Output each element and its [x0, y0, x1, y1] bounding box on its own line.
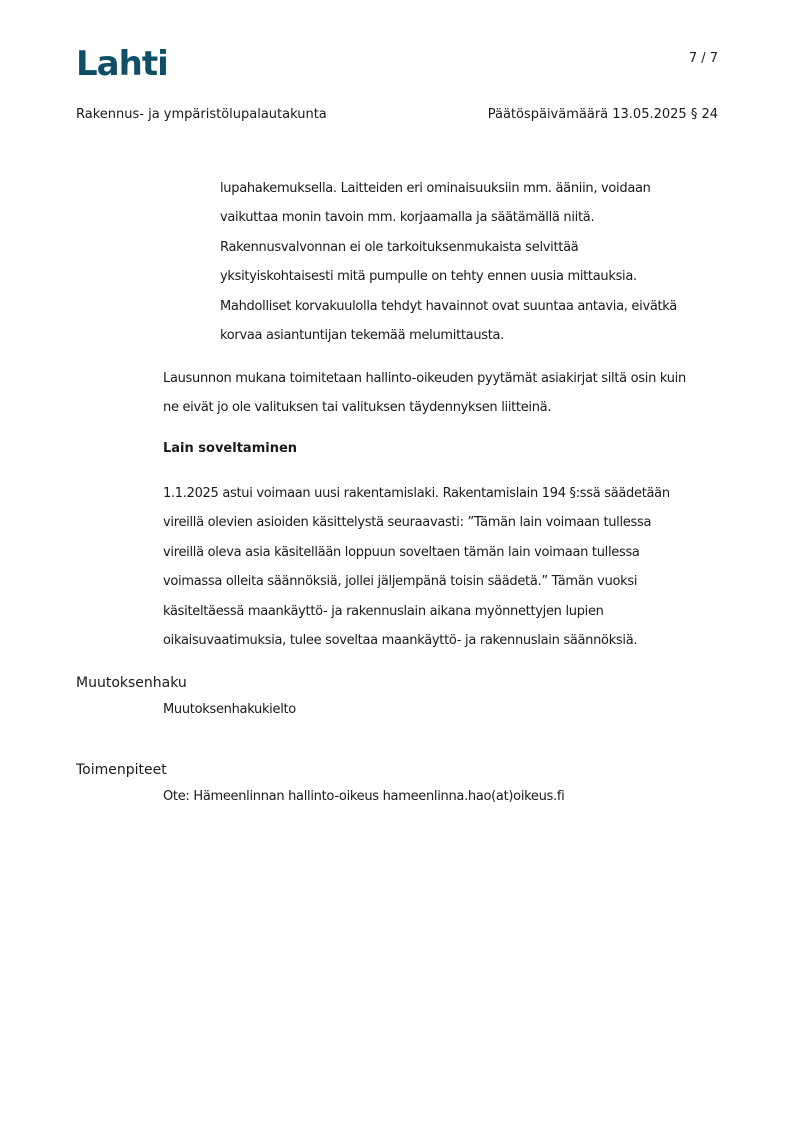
actions-text: Ote: Hämeenlinnan hallinto-oikeus hameenlinna.hao(at)oikeus.fi	[163, 789, 565, 804]
text-line: korvaa asiantuntijan tekemää melumittausta.	[220, 328, 505, 344]
lahti-logo: Lahti	[76, 44, 168, 84]
actions-title: Toimenpiteet	[76, 762, 167, 778]
text-line: lupahakemuksella. Laitteiden eri ominaisuuksiin mm. ääniin, voidaan	[220, 181, 651, 196]
text-line: Mahdolliset korvakuulolla tehdyt havainnot ovat suuntaa antavia, eivätkä	[220, 298, 677, 314]
committee-name: Rakennus- ja ympäristölupalautakunta	[76, 107, 327, 122]
attachments-paragraph	[163, 364, 686, 423]
text-line: vireillä oleva asia käsitellään loppuun soveltaen tämän lain voimaan tullessa	[163, 544, 640, 560]
text-line: 1.1.2025 astui voimaan uusi rakentamislaki. Rakentamislain 194 §:ssä säädetään	[163, 486, 670, 501]
text-line: Lausunnon mukana toimitetaan hallinto-oikeuden pyytämät asiakirjat siltä osin kuin	[163, 371, 686, 386]
text-line: vireillä olevien asioiden käsittelystä seuraavasti: ”Tämän lain voimaan tullessa	[163, 515, 652, 531]
text-line: käsiteltäessä maankäyttö- ja rakennuslain aikana myönnettyjen lupien	[163, 603, 604, 619]
text-line: voimassa olleita säännöksiä, jollei jäljempänä toisin säädetä.” Tämän vuoksi	[163, 574, 638, 590]
text-line: vaikuttaa monin tavoin mm. korjaamalla ja säätämällä niitä.	[220, 210, 595, 226]
text-line: yksityiskohtaisesti mitä pumpulle on tehty ennen uusia mittauksia.	[220, 269, 637, 285]
quoted-statement	[220, 174, 677, 350]
section-heading: Lain soveltaminen	[163, 441, 298, 456]
decision-date: Päätöspäivämäärä 13.05.2025 § 24	[487, 107, 718, 122]
text-line: Rakennusvalvonnan ei ole tarkoituksenmukaista selvittää	[220, 239, 579, 255]
appeal-text: Muutoksenhakukielto	[163, 702, 296, 717]
appeal-title: Muutoksenhaku	[76, 675, 187, 691]
page-number: 7 / 7	[688, 51, 718, 66]
text-line: ne eivät jo ole valituksen tai valituksen täydennyksen liitteinä.	[163, 400, 552, 416]
text-line: oikaisuvaatimuksia, tulee soveltaa maankäyttö- ja rakennuslain säännöksiä.	[163, 633, 638, 649]
law-application-paragraph	[163, 479, 670, 655]
